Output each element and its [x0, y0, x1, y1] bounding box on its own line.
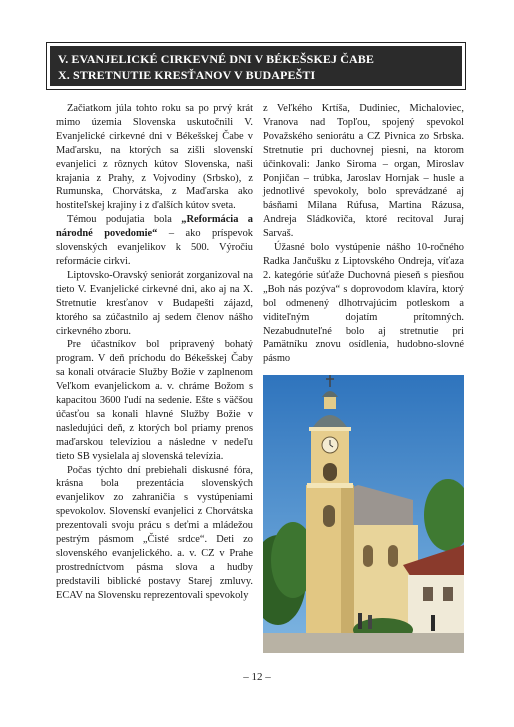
nave-window	[388, 545, 398, 567]
house-wall	[408, 575, 464, 635]
article-header	[46, 42, 466, 90]
page-number: – 12 –	[243, 671, 271, 683]
tower-window	[323, 505, 335, 527]
article-header-band	[50, 46, 462, 86]
ground	[263, 633, 464, 653]
tower-cornice	[307, 483, 353, 488]
theme-intro: Témou podujatia bola	[67, 214, 182, 226]
article-subtitle: X. STRETNUTIE KRESŤANOV V BUDAPEŠTI	[58, 68, 316, 82]
paragraph-theme	[56, 213, 253, 269]
tower-shadow	[341, 485, 354, 635]
nave-window	[363, 545, 373, 567]
left-column	[56, 102, 253, 603]
lantern	[324, 397, 336, 409]
paragraph: Liptovsko-Oravský seniorát zorganizoval na tieto V. Evanjelické cirkevné dni, ako aj na X. Stretnutie kresťanov v Budapešti zájazd, ktorého sa zúčastnilo aj sedem členov nášho cirkevného zboru.	[56, 269, 253, 337]
church-illustration	[263, 375, 464, 653]
tower-window	[323, 463, 337, 481]
house-window	[443, 587, 453, 601]
paragraph: z Veľkého Krtíša, Dudiniec, Michaloviec, Vranova nad Topľou, spojený spevokol Považského seniorátu a CZ Pivnica zo Srbska. Stretnutie pri duchovnej piesni, na ktorom účinkovali: Janko Siroma – organ, Miroslav Ponjičan – trúbka, Jaroslav Hornjak – husle a jednotlivé spevokoly, bolo sprevádzané aj básňami Milana Rúfusa, Martina Rázusa, Andreja Sládkoviča, ktoré recitoval Juraj Sarvaš.	[263, 103, 464, 240]
person	[358, 613, 362, 629]
person	[368, 615, 372, 629]
right-column	[263, 102, 464, 366]
tower-cornice	[309, 427, 351, 431]
paragraph: Úžasné bolo vystúpenie nášho 10-ročného Radka Jančušku z Liptovského Ondreja, víťaza 2. kategórie súťaže Duchovná pieseň s piesňou „Boh nás pozýva“ s doprovodom klavíra, ktorý bol odmenený dlhotrvajúcim potleskom a viditeľným dojatím prítomných. Nezabudnuteľné bolo aj stretnutie pri Pamätníku znovu osídlenia, hudobno-slovné pásmo	[263, 242, 464, 365]
theme-rest: – ako príspevok slovenských evanjelikov k 500. Výročiu reformácie cirkvi.	[56, 228, 253, 267]
church-photo	[263, 375, 464, 653]
house-window	[423, 587, 433, 601]
paragraph: Počas týchto dní prebiehali diskusné fóra, krásna bola prezentácia slovenských evanjelikov zo zahraničia s vystúpeniami spevokolov. Slovenskí evanjelici z Chorvátska prezentovali svoju prácu s deťmi a mládežou pestrým pásmom „Čisté srdce“. Deti zo slovenského evanjelického. a. v. CZ v Prahe prostredníctvom pásma slova a hudby predstavili biblické postavy Starej zmluvy. ECAV na Slovensku reprezentovali spevokoly	[56, 464, 253, 601]
person	[431, 615, 435, 631]
paragraph: Pre účastníkov bol pripravený bohatý program. V deň príchodu do Békešskej Čaby sa konali otváracie Služby Božie v zaplnenom Veľkom evanjelickom a. v. chráme Božom s kapacitou 3600 ľudí na sedenie. Ešte s väčšou účasťou sa konali hlavné Služby Božie v nasledujúci deň, z ktorých bol priamy prenos maďarskou televíziou a následne v nedeľu tieto SB vysielala aj slovenská televízia.	[56, 339, 253, 462]
theme-title: „Reformácia a národné povedomie“	[56, 214, 254, 240]
paragraph: Začiatkom júla tohto roku sa po prvý krát mimo územia Slovenska uskutočnili V. Evanjelické cirkevné dni v Békešskej Čabe v Maďarsku, na ktorých sa zišli slovenskí evanjelici z rôznych kútov Slovenska, naši krajania z Prahy, z Vojvodiny (Srbsko), z Rumunska, Chorvátska, z Maďarska ako hostiteľskej krajiny i z ďalších kútov sveta.	[56, 103, 253, 212]
article-title: V. EVANJELICKÉ CIRKEVNÉ DNI V BÉKEŠSKEJ ČABE	[58, 52, 374, 66]
